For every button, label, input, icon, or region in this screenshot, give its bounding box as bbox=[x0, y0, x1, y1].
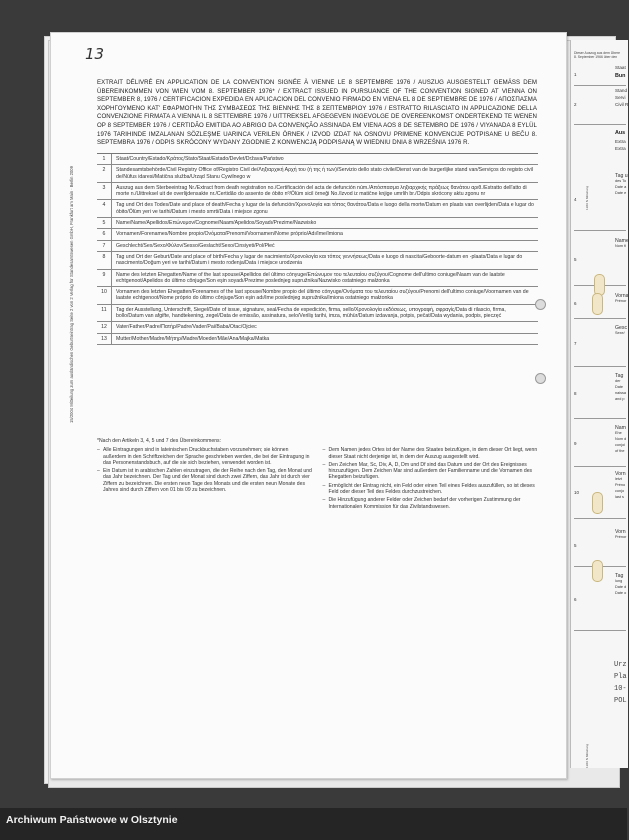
field-row bbox=[97, 305, 538, 323]
note-item: – Dem Namen jedes Ortes ist der Name des Staates beizufügen, in dem dieser Ort liegt, wenn dieser Staat nicht derjenige ist, in dem der Auszug ausgestellt wird. bbox=[323, 447, 539, 460]
rp-label: naissa bbox=[615, 391, 626, 395]
rp-label: Ehe bbox=[615, 431, 622, 435]
note-item: – Den Zeichen Mar, Sc, Div, A, D, Dm und Df sind das Datum und der Ort des Ereignisses hinzuzufügen. Dem Zeichen Mar sind außerdem der Familienname und die Vornamen des Ehegatten beizufügen. bbox=[323, 462, 539, 481]
field-row bbox=[97, 270, 538, 288]
rp-label: Tag bbox=[615, 573, 624, 579]
rp-label: Sexe/ bbox=[615, 331, 625, 335]
field-number: 13 bbox=[97, 334, 112, 344]
rp-label: Date o bbox=[615, 591, 627, 595]
rp-vertical-text: 1929 N Mitteilung bbox=[585, 185, 589, 210]
field-row bbox=[97, 252, 538, 270]
rp-label: Extra bbox=[615, 139, 626, 144]
note-item: – Ein Datum ist in arabischen Zahlen einzutragen, die der Reihe nach den Tag, den Monat und das Jahr bezeichnen. Der Tag und der Monat sind durch zwei Ziffern, das Jahr ist durch vier Ziffern zu bezeichnen. Die ersten neun Tage des Monats und die ersten neun Monate des Jahres sind durch Ziffern von 01 bis 09 zu bezeichnen. bbox=[97, 468, 313, 493]
field-label: Name des letzten Ehegatten/Name of the last spouse/Apellidos del último cónyuge/Επώνυμον του τελευταίου συζύγου/Cognome dell'ultimo coniuge/Naam van de laatste echtgenoot/Apelidos do último cônjuge/Son eşin soyadı/Prezime poslednjeg supružnika/Nazwisko ostatniego małżonka bbox=[116, 271, 505, 284]
note-item: – Alle Eintragungen sind in lateinischen Druckbuchstaben vorzunehmen; sie können außerdem in den Schriftzeichen der Sprache geschrieben werden, die bei der Eintragung in das Personenstandsbuch, auf die sie sich beziehen, verwendet worden ist. bbox=[97, 447, 313, 466]
field-number: 8 bbox=[97, 252, 112, 269]
rp-label: Date d bbox=[615, 585, 627, 589]
field-number: 10 bbox=[97, 287, 112, 304]
punch-hole bbox=[535, 299, 546, 310]
field-row bbox=[97, 183, 538, 201]
rp-label: Extra bbox=[615, 146, 626, 151]
rp-label: Préno bbox=[615, 483, 626, 487]
rp-row-number: 7 bbox=[574, 341, 577, 346]
field-label: Geschlecht/Sex/Sexo/Φύλον/Sesso/Geslacht/Sexo/Cinsiyeti/Pol/Płeć bbox=[116, 242, 275, 249]
field-label: Auszug aus dem Sterbeeintrag Nr./Extract from death registration no./Certificación del acta de defunción núm./Απόσπασμα ληξιαρχικής πράξεως θανάτου αριθ./Estratto dell'atto di morte n./Uittreksel uit de overlijdensakte nr./Certidão do assento de óbito nº/Ölüm sicil örneği No./Izvod iz matične knjige umrlih br./Odpis skrócony aktu zgonu nr bbox=[116, 184, 527, 198]
stamp-line: Urz bbox=[614, 661, 627, 669]
field-label: Staat/Country/Estado/Κράτος/Stato/Staat/Estado/Devlet/Država/Państwo bbox=[116, 156, 284, 162]
rp-vertical-text: 1929 N Mitteilung bbox=[585, 743, 589, 768]
rp-row-number: 6 bbox=[574, 301, 577, 306]
rp-label: Gesc bbox=[615, 325, 628, 331]
rp-label: Servi bbox=[615, 95, 626, 100]
rp-label: last s bbox=[615, 495, 624, 499]
rp-label: letzt bbox=[615, 477, 622, 481]
field-label: Vornamen des letzten Ehegatten/Forenames of the last spouse/Nombre propio del último cónyuge/Ονόματα του τελευταίου συζύγου/Prenomi dell'ultimo coniuge/Voornamen van de laatste echtgenoot/Nome próprio do último cônjuge/Son eşin adı/Ime poslednjeg supružnika/Imiona ostatniego małżonka bbox=[116, 289, 529, 302]
field-row bbox=[97, 154, 538, 165]
rp-label: Nom fi bbox=[615, 244, 626, 248]
rp-row-number: 5 bbox=[574, 543, 577, 548]
field-number: 6 bbox=[97, 229, 112, 239]
rp-label: Vorna bbox=[615, 293, 629, 299]
rp-label: of the bbox=[615, 449, 625, 453]
stamp-line: POL bbox=[614, 697, 627, 705]
punch-hole bbox=[592, 293, 603, 315]
stamp-line: 10- bbox=[614, 685, 627, 693]
rp-label: Nam bbox=[615, 425, 626, 431]
rp-label: Stand bbox=[615, 88, 628, 93]
field-row bbox=[97, 287, 538, 305]
rp-row-number: 2 bbox=[574, 102, 577, 107]
field-label: Tag und Ort der Geburt/Date and place of birth/Fecha y lugar de nacimiento/Χρονολογία και τόπος γεννήσεως/Data e luogo di nascita/Geboorte-datum en -plaats/Data e lugar do nascimento/Doğum yeri ve tarihi/Datum i mesto rođenja/Data i miejsce urodzenia bbox=[116, 253, 523, 267]
side-note-text: 15/2004 Mitteilung zum ausländischen Geburtseintrag Seite 2 von 2 Verlag für Standesamtswesen GmbH, Frankfurt am Main · Berlin 2009 bbox=[69, 166, 74, 423]
rp-label: and p bbox=[615, 397, 625, 401]
note-item: – Ermöglicht der Eintrag nicht, ein Feld oder einen Teil eines Feldes auszufüllen, so ist dieses Feld oder dieser Teil des Feldes durchzustreichen. bbox=[323, 483, 539, 496]
field-number: 11 bbox=[97, 305, 112, 322]
rp-row-number: 6 bbox=[574, 597, 577, 602]
rp-label: Nom d bbox=[615, 437, 627, 441]
rp-label: Prénor bbox=[615, 535, 627, 539]
field-row bbox=[97, 241, 538, 252]
document-page bbox=[50, 32, 567, 779]
notes-left-column bbox=[97, 447, 313, 512]
field-label: Vater/Father/Padre/Πατήρ/Padre/Vader/Pai/Baba/Otac/Ojciec bbox=[116, 324, 257, 331]
rp-label: Tag bbox=[615, 373, 624, 379]
field-number: 4 bbox=[97, 200, 112, 217]
rp-label: lung bbox=[615, 579, 623, 583]
rp-value: Bun bbox=[615, 73, 626, 79]
rp-heading: Aus bbox=[615, 130, 626, 136]
rp-label: Civil R bbox=[615, 102, 629, 107]
field-label: Mutter/Mother/Madre/Μήτηρ/Madre/Moeder/Mãe/Ana/Majka/Matka bbox=[116, 335, 270, 342]
convention-header: EXTRAIT DÉLIVRÉ EN APPLICATION DE LA CONVENTION SIGNÉE À VIENNE LE 8 SEPTEMBRE 1976 / AUSZUG AUSGESTELLT GEMÄSS DEM ÜBEREINKOMMEN VON WIEN VOM 8. SEPTEMBER 1976* / EXTRACT ISSUED IN PURSUANCE OF THE CONVENTION SIGNED AT VIENNA ON SEPTEMBER 8, 1976 / CERTIFICACION EXPEDIDA EN APLICACION DEL CONVENIO FIRMADO EN VIENA EL 8 DE SEPTIEMBRE DE 1976 / ΑΠΟΣΠΑΣΜΑ ΧΟΡΗΓΟΥΜΕΝΟ ΚΑΤ' ΕΦΑΡΜΟΓΗΝ ΤΗΣ ΣΥΜΒΑΣΕΩΣ ΤΗΣ ΒΙΕΝΝΗΣ ΤΗΣ 8 ΣΕΠΤΕΜΒΡΙΟΥ 1976 / ESTRATTO RILASCIATO IN APPLICAZIONE DELLA CONVENZIONE FIRMATA A VIENNA IL 8 SETTEMBRE 1976 / UITTREKSEL AFGEGEVEN INGEVOLGE DE OVEREENKOMST ONDERTEKEND TE WENEN OP 8 SEPTEMBER 1976 / CERTIDÃO EMITIDA AO ABRIGO DA CONVENÇÃO ASSINADA EM VIENA AOS 8 DE SETEMBRO DE 1976 / VIYANADA 8 EYLÜL 1976 TARIHINDE IMZALANAN SÖZLEŞME UARINCA VERILEN ÖRNEK / IZVOD IZDAT NA OSNOVU PRIMENE KONVENCIJE POTPISANE U BEČU 8. SEPTEMBRA 1976 / ODPIS SKRÓCONY WYDANY ZGODNIE Z KONWENCJĄ PODPISANĄ W WIEDNIU DNIA 8 WRZEŚNIA 1976 R. bbox=[97, 79, 537, 147]
rp-row-number: 5 bbox=[574, 257, 577, 262]
notes-section bbox=[97, 438, 538, 512]
archive-footer bbox=[0, 808, 627, 840]
rp-label: Date a bbox=[615, 185, 627, 189]
punch-hole bbox=[535, 373, 546, 384]
field-number: 1 bbox=[97, 154, 112, 164]
rp-row-number: 8 bbox=[574, 391, 577, 396]
fields-table bbox=[97, 153, 538, 345]
punch-hole bbox=[592, 492, 603, 514]
field-number: 7 bbox=[97, 241, 112, 251]
punch-hole bbox=[592, 560, 603, 582]
rp-label: Date e bbox=[615, 191, 627, 195]
rp-label: Date bbox=[615, 385, 624, 389]
notes-title: *Nach den Artikeln 3, 4, 5 und 7 des Übereinkommens: bbox=[97, 438, 222, 444]
rp-row-number: 1 bbox=[574, 72, 577, 77]
footer-text: Archiwum Państwowe w Olsztynie bbox=[6, 814, 178, 826]
rp-row-number: 10 bbox=[574, 490, 580, 495]
rp-label: Vorn bbox=[615, 471, 626, 477]
rp-label: Name bbox=[615, 238, 629, 244]
field-number: 3 bbox=[97, 183, 112, 200]
field-number: 12 bbox=[97, 322, 112, 332]
rp-label: Prénor bbox=[615, 299, 627, 303]
rp-row-number: 4 bbox=[574, 197, 577, 202]
field-label: Tag der Ausstellung, Unterschrift, Siegel/Date of issue, signature, seal/Fecha de expedición, firma, sello/Χρονολογία εκδόσεως, υπογραφή, σφραγίς/Data di rilascio, firma, bollo/Datum van afgifte, handtekening, zegel/Data de emissão, assinatura, selo/Veriliş tarihi, imza, mühür/Datum izdavanja, potpis, pečat/Data wydania, podpis, pieczęć bbox=[116, 306, 506, 320]
rp-label: des To bbox=[615, 179, 627, 183]
field-label: Name/Name/Apellidos/Επώνυμον/Cognome/Naam/Apelidos/Soyadı/Prezime/Nazwisko bbox=[116, 220, 317, 227]
side-note bbox=[69, 166, 83, 423]
field-number: 5 bbox=[97, 218, 112, 228]
rp-row-number: 9 bbox=[574, 441, 577, 446]
adjacent-page bbox=[570, 40, 628, 768]
field-label: Vornamen/Forenames/Nombre propio/Ονόματα/Prenomi/Voornamen/Nome próprio/Adı/Ime/Imiona bbox=[116, 231, 343, 238]
rp-label: Vorn bbox=[615, 529, 626, 535]
rp-top-line: 8. September 1966 über den bbox=[574, 55, 618, 59]
rp-label: conjo bbox=[615, 489, 625, 493]
field-row bbox=[97, 229, 538, 240]
notes-right-column bbox=[323, 447, 539, 512]
field-label: Tag und Ort des Todes/Date and place of death/Fecha y lugar de la defunción/Χρονολογία και τόπος θανάτου/Data e luogo della morte/Datum en plaats van overlijden/Data e lugar do óbito/Ölüm yeri ve tarihi/Datum i mesto smrti/Data i miejsce zgonu bbox=[116, 202, 534, 215]
stamp-line: Pla bbox=[614, 673, 627, 681]
rp-label: Tag u bbox=[615, 173, 628, 179]
rp-label: conjoi bbox=[615, 443, 625, 447]
rp-label: der bbox=[615, 379, 621, 383]
field-number: 9 bbox=[97, 270, 112, 287]
note-item: – Die Hinzufügung anderer Felder oder Zeichen bedarf der vorherigen Zustimmung der Internationalen Kommission für das Zivilstandswesen. bbox=[323, 497, 539, 510]
field-number: 2 bbox=[97, 165, 112, 182]
rp-top-line: Dieser Auszug aus dem Übere bbox=[574, 51, 620, 55]
field-row bbox=[97, 218, 538, 229]
field-label: Standesamtsbehörde/Civil Registry Office of/Registro Civil de/Ληξιαρχική Αρχή του (ή της ή των)/Servizio dello stato civile/Dienst van de burgerlijke stand van/Serviços do registo civil de/Nüfus idaresi/Matična služba/Urząd Stanu Cywilnego w bbox=[116, 167, 533, 180]
page-number: 13 bbox=[85, 45, 105, 63]
field-row bbox=[97, 322, 538, 333]
field-row bbox=[97, 165, 538, 183]
field-row bbox=[97, 334, 538, 345]
rp-label: Staat bbox=[615, 65, 626, 70]
field-row bbox=[97, 200, 538, 218]
